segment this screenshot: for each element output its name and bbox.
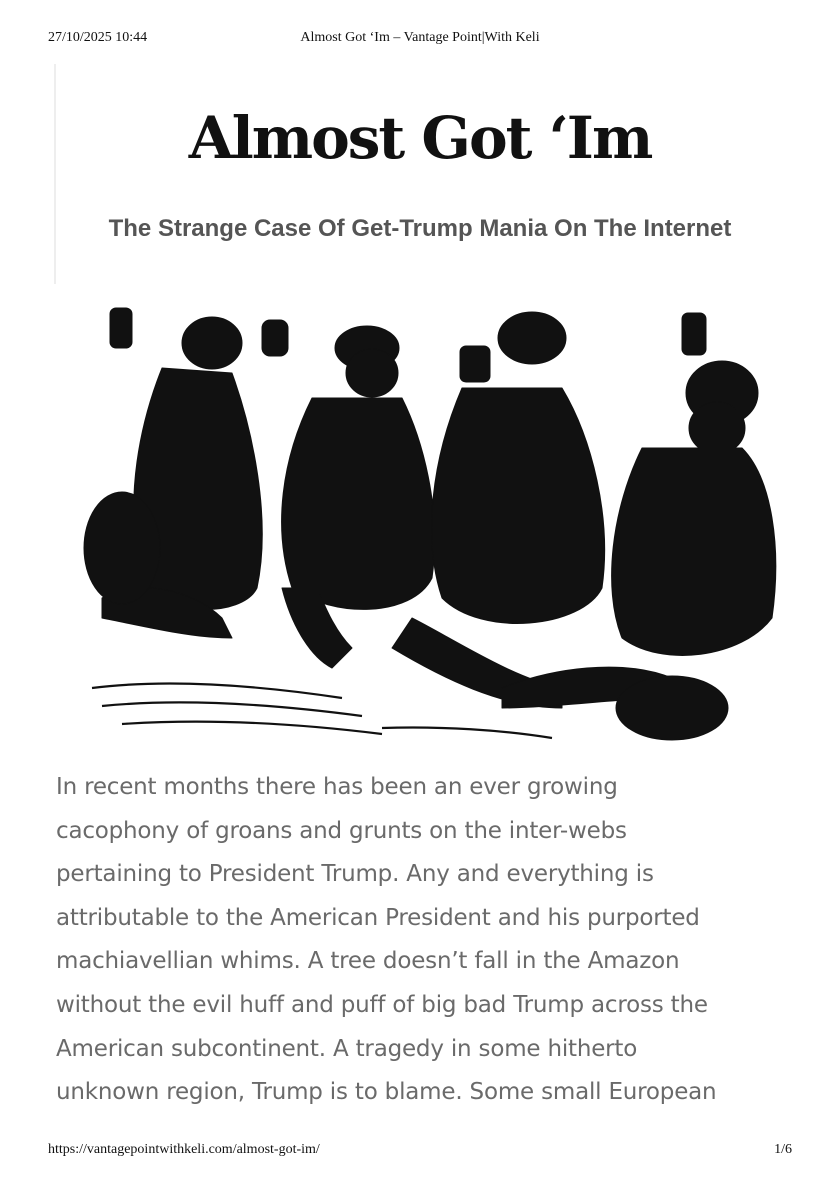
article-body-line: In recent months there has been an ever growing: [56, 774, 618, 800]
article-body-line: attributable to the American President and his purported: [56, 904, 700, 931]
reveler-3-cup: [460, 346, 490, 382]
article-body-line: machiavellian whims. A tree doesn’t fall in the Amazon: [56, 948, 680, 975]
article-title: Almost Got ‘Im: [188, 104, 652, 172]
print-header: [0, 30, 840, 50]
reveler-2-mug: [262, 320, 288, 356]
article-body-line: American subcontinent. A tragedy in some hitherto: [56, 1035, 638, 1062]
reveler-4-head: [689, 402, 745, 454]
reveler-4-body: [612, 448, 776, 655]
print-footer: [0, 1142, 840, 1162]
reveler-1-raised-fist: [110, 308, 132, 348]
print-page-number: 1/6: [774, 1142, 792, 1157]
barrel-left: [84, 492, 160, 604]
reveler-3-body: [432, 388, 605, 623]
barrel-seat: [616, 676, 728, 740]
print-page-title: Almost Got ‘Im – Vantage Point|With Keli: [300, 30, 540, 45]
reveler-2-body: [282, 398, 435, 609]
reveler-1-head: [182, 317, 242, 369]
print-url: https://vantagepointwithkeli.com/almost-got-im/: [48, 1142, 320, 1157]
tavern-revelers-illustration: [82, 298, 782, 750]
reveler-4-raised-fist: [682, 313, 706, 355]
reveler-2-head: [346, 349, 398, 397]
article-body-line: without the evil huff and puff of big bad Trump across the: [56, 991, 708, 1018]
article-body-line: unknown region, Trump is to blame. Some small European: [56, 1079, 717, 1106]
print-datetime: 27/10/2025 10:44: [48, 30, 148, 45]
article-body: [56, 766, 776, 1115]
hero-divider: [54, 64, 56, 284]
article-body-line: pertaining to President Trump. Any and everything is: [56, 861, 654, 888]
reveler-3-head: [498, 312, 566, 364]
article-body-line: cacophony of groans and grunts on the inter-webs: [56, 817, 627, 844]
article-subtitle: The Strange Case Of Get-Trump Mania On The Internet: [108, 215, 732, 242]
